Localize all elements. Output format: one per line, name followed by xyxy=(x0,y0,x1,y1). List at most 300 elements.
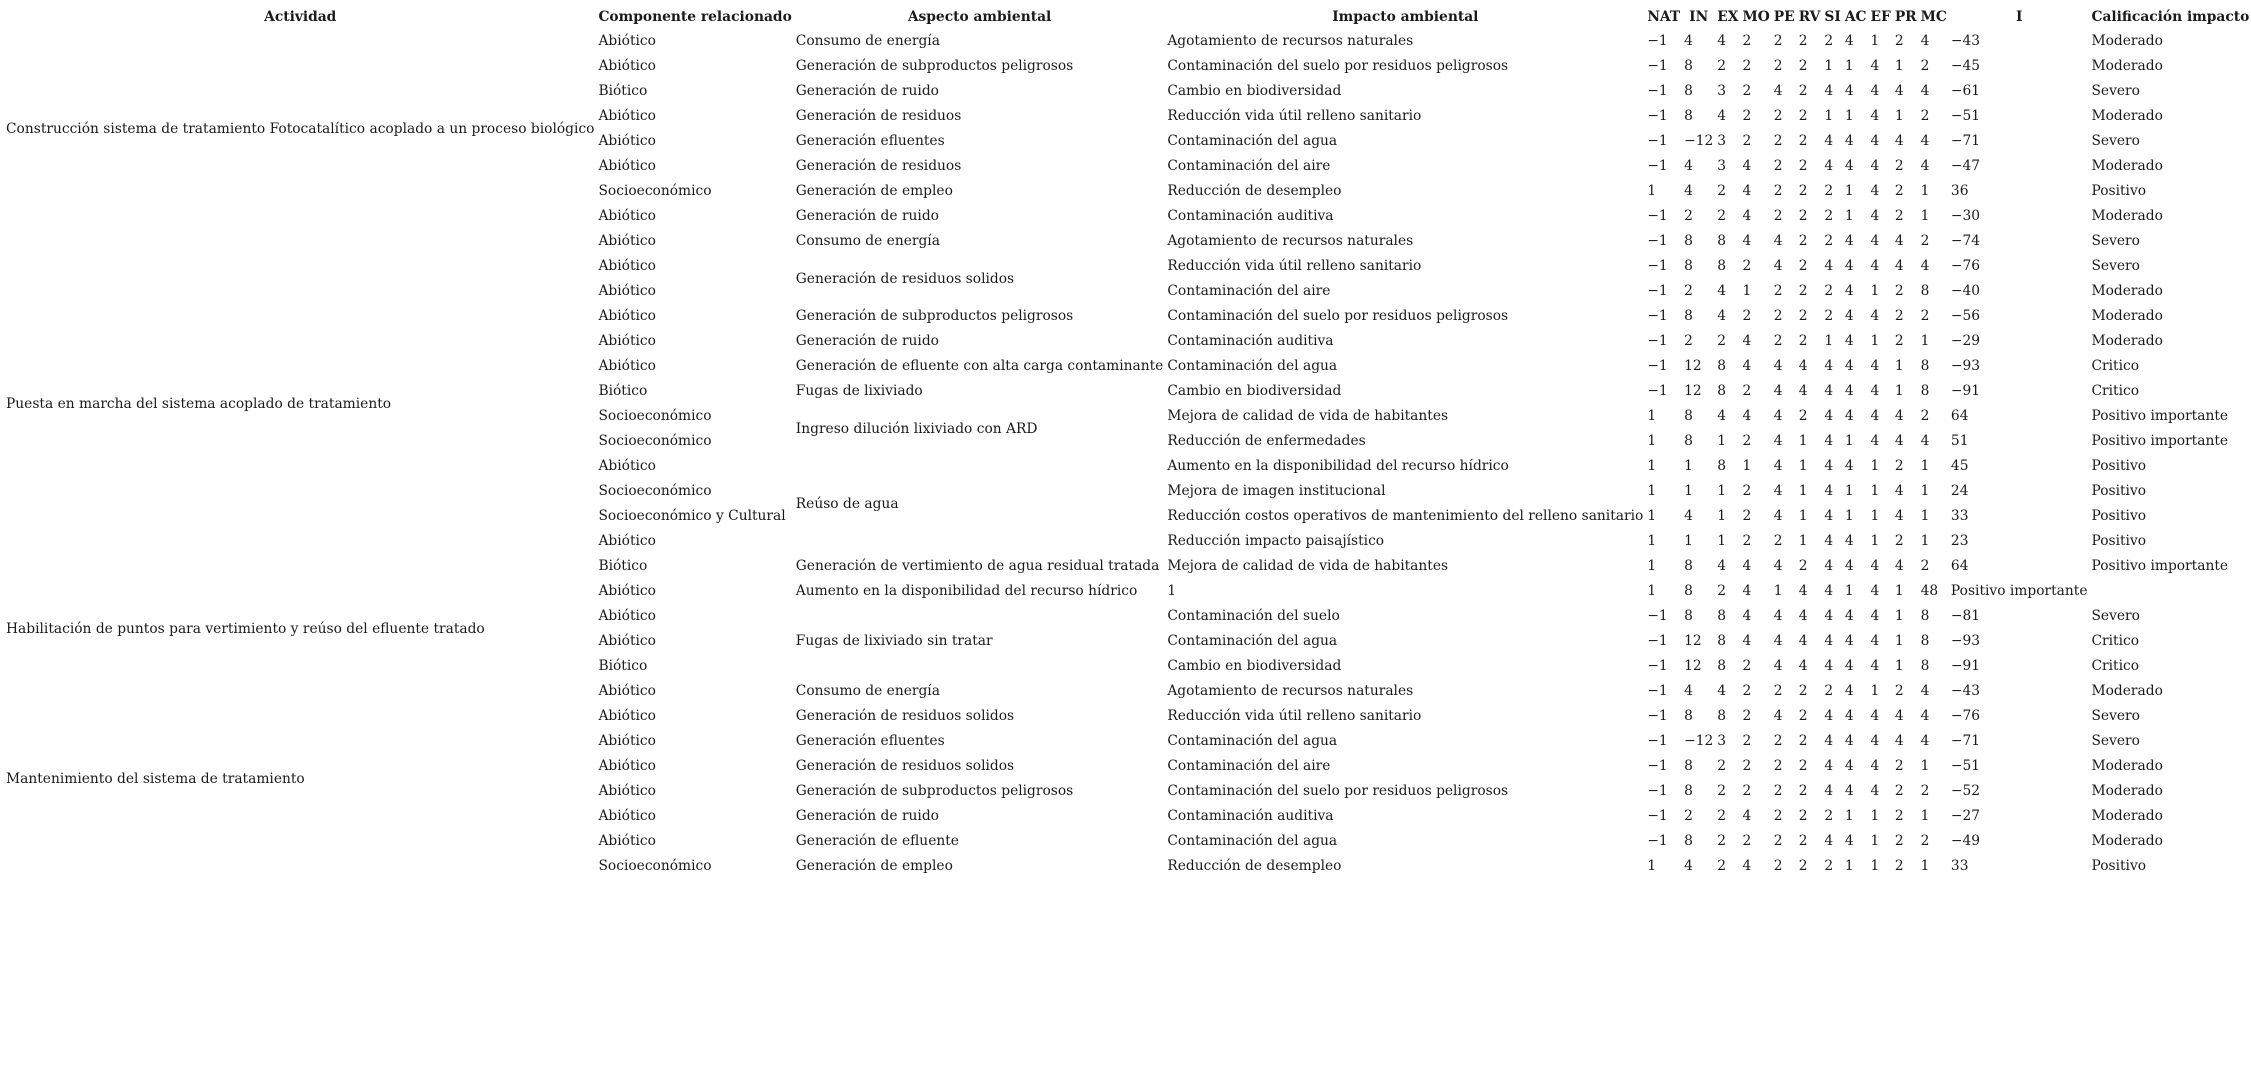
score-cell: −1 xyxy=(1647,158,1668,174)
rating-cell: Positivo xyxy=(2091,183,2147,199)
impact-cell: Contaminación auditiva xyxy=(1167,808,1334,824)
importance-cell: Positivo importante xyxy=(1950,583,2088,599)
score-cell: −1 xyxy=(1647,258,1668,274)
score-cell: 2 xyxy=(1920,108,1930,124)
impact-cell: Contaminación del agua xyxy=(1167,733,1338,749)
rating-cell: Severo xyxy=(2091,708,2140,724)
score-cell: 8 xyxy=(1920,383,1930,399)
aspect-cell: Generación de efluente con alta carga contaminante xyxy=(795,358,1164,374)
component-cell: Abiótico xyxy=(598,58,656,74)
aspect-cell: Generación de vertimiento de agua residual tratada xyxy=(795,558,1160,574)
score-cell: −1 xyxy=(1647,283,1668,299)
score-cell: 12 xyxy=(1684,658,1702,674)
score-cell: 2 xyxy=(1773,158,1783,174)
score-cell: 4 xyxy=(1844,783,1854,799)
score-cell: 4 xyxy=(1824,708,1834,724)
score-cell: 4 xyxy=(1894,133,1904,149)
score-cell: 2 xyxy=(1920,783,1930,799)
score-cell: 1 xyxy=(1798,458,1808,474)
score-cell: 2 xyxy=(1894,458,1904,474)
rating-cell: Severo xyxy=(2091,233,2140,249)
score-cell: 1 xyxy=(1798,533,1808,549)
score-cell: 2 xyxy=(1773,58,1783,74)
aspect-cell: Generación de ruido xyxy=(795,808,939,824)
importance-cell: −43 xyxy=(1950,683,1981,699)
score-cell: 2 xyxy=(1742,108,1752,124)
score-cell: 1 xyxy=(1742,458,1752,474)
score-cell: 1 xyxy=(1870,808,1880,824)
score-cell: 8 xyxy=(1920,633,1930,649)
impact-cell: Reducción de desempleo xyxy=(1167,858,1342,874)
score-cell: 4 xyxy=(1894,408,1904,424)
score-cell: 4 xyxy=(1844,33,1854,49)
score-cell: 1 xyxy=(1870,533,1880,549)
score-cell: 4 xyxy=(1870,658,1880,674)
score-cell: 4 xyxy=(1844,683,1854,699)
score-cell: 4 xyxy=(1870,233,1880,249)
score-cell: 4 xyxy=(1773,233,1783,249)
score-cell: 2 xyxy=(1742,33,1752,49)
score-cell: 4 xyxy=(1824,483,1834,499)
score-cell: −1 xyxy=(1647,608,1668,624)
impact-cell: Contaminación del agua xyxy=(1167,133,1338,149)
score-cell: 2 xyxy=(1773,833,1783,849)
score-cell: 2 xyxy=(1920,308,1930,324)
score-cell: 1 xyxy=(1824,333,1834,349)
table-row xyxy=(4,579,2251,604)
score-cell: 4 xyxy=(1870,258,1880,274)
score-cell: 4 xyxy=(1844,333,1854,349)
score-cell: 1 xyxy=(1894,58,1904,74)
importance-cell: −71 xyxy=(1950,133,1981,149)
rating-cell: Severo xyxy=(2091,733,2140,749)
score-cell: −1 xyxy=(1647,783,1668,799)
score-cell: −1 xyxy=(1647,833,1668,849)
score-cell: 2 xyxy=(1773,283,1783,299)
score-cell: 2 xyxy=(1894,683,1904,699)
score-cell: 4 xyxy=(1844,608,1854,624)
score-cell: 4 xyxy=(1844,133,1854,149)
score-cell: 4 xyxy=(1844,558,1854,574)
component-cell: Abiótico xyxy=(598,733,656,749)
impact-cell: Contaminación del agua xyxy=(1167,833,1338,849)
score-cell: −1 xyxy=(1647,383,1668,399)
score-cell: −1 xyxy=(1647,733,1668,749)
component-cell: Biótico xyxy=(598,558,648,574)
score-cell: 2 xyxy=(1824,208,1834,224)
score-cell: 4 xyxy=(1742,233,1752,249)
score-cell: 2 xyxy=(1684,208,1693,224)
score-cell: 4 xyxy=(1870,633,1880,649)
score-cell: 4 xyxy=(1824,733,1834,749)
score-cell: 1 xyxy=(1647,408,1657,424)
score-cell: 4 xyxy=(1773,608,1783,624)
score-cell: 1 xyxy=(1870,458,1880,474)
score-cell: 1 xyxy=(1870,683,1880,699)
score-cell: 4 xyxy=(1798,383,1808,399)
score-cell: 2 xyxy=(1798,258,1808,274)
score-cell: 1 xyxy=(1798,483,1808,499)
impact-cell: Agotamiento de recursos naturales xyxy=(1167,33,1414,49)
score-cell: 2 xyxy=(1798,333,1808,349)
importance-cell: 64 xyxy=(1950,408,1969,424)
score-cell: 2 xyxy=(1894,283,1904,299)
rating-cell: Moderado xyxy=(2091,158,2163,174)
score-cell: 4 xyxy=(1920,258,1930,274)
score-cell: 1 xyxy=(1684,483,1693,499)
score-cell: 2 xyxy=(1798,283,1808,299)
score-cell: 4 xyxy=(1844,458,1854,474)
importance-cell: −93 xyxy=(1950,633,1981,649)
aspect-cell: Generación efluentes xyxy=(795,733,945,749)
impact-cell: Aumento en la disponibilidad del recurso hídrico xyxy=(1167,458,1509,474)
score-cell: 4 xyxy=(1824,533,1834,549)
component-cell: Socioeconómico xyxy=(598,408,712,424)
column-header: EF xyxy=(1870,9,1891,25)
importance-cell: 33 xyxy=(1950,508,1969,524)
aspect-cell: Generación de subproductos peligrosos xyxy=(795,783,1074,799)
score-cell: 2 xyxy=(1773,308,1783,324)
score-cell: 4 xyxy=(1717,283,1727,299)
score-cell: 2 xyxy=(1894,33,1904,49)
score-cell: 1 xyxy=(1844,208,1854,224)
score-cell: 2 xyxy=(1717,783,1727,799)
score-cell: 2 xyxy=(1920,58,1930,74)
score-cell: 2 xyxy=(1798,308,1808,324)
score-cell: 2 xyxy=(1894,533,1904,549)
score-cell: 2 xyxy=(1798,33,1808,49)
score-cell: 4 xyxy=(1798,358,1808,374)
score-cell: 4 xyxy=(1742,633,1752,649)
component-cell: Biótico xyxy=(598,658,648,674)
score-cell: 4 xyxy=(1824,133,1834,149)
score-cell: −1 xyxy=(1647,808,1668,824)
score-cell: 4 xyxy=(1920,683,1930,699)
impact-cell: Agotamiento de recursos naturales xyxy=(1167,233,1414,249)
score-cell: 1 xyxy=(1894,583,1904,599)
component-cell: Abiótico xyxy=(598,633,656,649)
activity-cell: Mantenimiento del sistema de tratamiento xyxy=(6,770,305,787)
impact-cell: Cambio en biodiversidad xyxy=(1167,658,1342,674)
score-cell: 4 xyxy=(1773,508,1783,524)
score-cell: 1 xyxy=(1647,583,1657,599)
score-cell: 4 xyxy=(1742,858,1752,874)
component-cell: Abiótico xyxy=(598,133,656,149)
score-cell: 3 xyxy=(1717,733,1727,749)
score-cell: 8 xyxy=(1717,258,1727,274)
score-cell: −1 xyxy=(1647,358,1668,374)
score-cell: 4 xyxy=(1824,158,1834,174)
score-cell: 8 xyxy=(1684,408,1693,424)
table-row xyxy=(4,29,2251,54)
component-cell: Socioeconómico xyxy=(598,183,712,199)
score-cell: 8 xyxy=(1684,308,1693,324)
rating-cell: Severo xyxy=(2091,258,2140,274)
component-cell: Biótico xyxy=(598,383,648,399)
aspect-cell: Consumo de energía xyxy=(795,33,940,49)
score-cell: 4 xyxy=(1894,558,1904,574)
score-cell: 2 xyxy=(1894,183,1904,199)
score-cell: 4 xyxy=(1870,408,1880,424)
score-cell: −1 xyxy=(1647,708,1668,724)
score-cell: 2 xyxy=(1742,483,1752,499)
importance-cell: 51 xyxy=(1950,433,1969,449)
importance-cell: −45 xyxy=(1950,58,1981,74)
score-cell: 4 xyxy=(1773,408,1783,424)
score-cell: 4 xyxy=(1894,258,1904,274)
score-cell: 8 xyxy=(1717,708,1727,724)
score-cell: 2 xyxy=(1798,708,1808,724)
score-cell: 2 xyxy=(1717,758,1727,774)
score-cell: 4 xyxy=(1717,308,1727,324)
score-cell: 4 xyxy=(1717,108,1727,124)
score-cell: 8 xyxy=(1717,233,1727,249)
score-cell: 1 xyxy=(1920,808,1930,824)
score-cell: 2 xyxy=(1717,858,1727,874)
aspect-cell: Generación de residuos solidos xyxy=(795,758,1015,774)
score-cell: 2 xyxy=(1684,333,1693,349)
score-cell: 2 xyxy=(1798,58,1808,74)
score-cell: 1 xyxy=(1894,358,1904,374)
score-cell: 1 xyxy=(1894,633,1904,649)
score-cell: 1 xyxy=(1647,533,1657,549)
score-cell: 4 xyxy=(1824,758,1834,774)
score-cell: 2 xyxy=(1894,158,1904,174)
impact-cell: Contaminación del aire xyxy=(1167,283,1331,299)
score-cell: 2 xyxy=(1798,408,1808,424)
score-cell: 1 xyxy=(1742,283,1752,299)
aspect-cell: Ingreso dilución lixiviado con ARD xyxy=(795,420,1038,437)
component-cell: Biótico xyxy=(598,83,648,99)
score-cell: 4 xyxy=(1844,83,1854,99)
score-cell: 4 xyxy=(1870,733,1880,749)
score-cell: 4 xyxy=(1742,183,1752,199)
importance-cell: −40 xyxy=(1950,283,1981,299)
score-cell: 2 xyxy=(1717,58,1727,74)
score-cell: 8 xyxy=(1920,608,1930,624)
impact-cell: Cambio en biodiversidad xyxy=(1167,383,1342,399)
score-cell: 1 xyxy=(1870,283,1880,299)
score-cell: 2 xyxy=(1798,808,1808,824)
component-cell: Abiótico xyxy=(598,708,656,724)
score-cell: 1 xyxy=(1894,383,1904,399)
score-cell: 2 xyxy=(1920,408,1930,424)
score-cell: 1 xyxy=(1894,658,1904,674)
score-cell: 1 xyxy=(1920,508,1930,524)
rating-cell: Positivo xyxy=(2091,458,2147,474)
score-cell: 1 xyxy=(1844,508,1854,524)
score-cell: 8 xyxy=(1717,658,1727,674)
score-cell: 4 xyxy=(1773,83,1783,99)
score-cell: 4 xyxy=(1870,433,1880,449)
aspect-cell: Generación de efluente xyxy=(795,833,959,849)
score-cell: 2 xyxy=(1773,133,1783,149)
importance-cell: −76 xyxy=(1950,708,1981,724)
score-cell: 1 xyxy=(1844,108,1854,124)
score-cell: 2 xyxy=(1773,33,1783,49)
impact-cell: Reducción costos operativos de mantenimiento del relleno sanitario xyxy=(1167,508,1644,524)
component-cell: Abiótico xyxy=(598,258,656,274)
score-cell: 12 xyxy=(1684,383,1702,399)
importance-cell: −49 xyxy=(1950,833,1981,849)
score-cell: 2 xyxy=(1742,133,1752,149)
score-cell: 2 xyxy=(1717,583,1727,599)
aspect-cell: Generación de empleo xyxy=(795,858,953,874)
score-cell: −1 xyxy=(1647,308,1668,324)
rating-cell: Positivo xyxy=(2091,508,2147,524)
score-cell: 1 xyxy=(1870,33,1880,49)
score-cell: 1 xyxy=(1647,558,1657,574)
rating-cell: Critico xyxy=(2091,383,2140,399)
column-header: AC xyxy=(1844,9,1867,25)
score-cell: 4 xyxy=(1742,583,1752,599)
score-cell: 2 xyxy=(1798,858,1808,874)
aspect-cell: Generación de subproductos peligrosos xyxy=(795,308,1074,324)
score-cell: 2 xyxy=(1742,833,1752,849)
score-cell: 48 xyxy=(1920,583,1939,599)
score-cell: 1 xyxy=(1647,858,1657,874)
score-cell: −1 xyxy=(1647,33,1668,49)
score-cell: 4 xyxy=(1824,83,1834,99)
score-cell: 4 xyxy=(1870,58,1880,74)
aspect-cell: Generación de residuos xyxy=(795,158,962,174)
score-cell: 4 xyxy=(1844,383,1854,399)
column-header: SI xyxy=(1824,9,1841,25)
score-cell: 4 xyxy=(1773,433,1783,449)
score-cell: 4 xyxy=(1824,358,1834,374)
score-cell: 8 xyxy=(1920,283,1930,299)
aspect-cell: Generación de empleo xyxy=(795,183,953,199)
score-cell: 1 xyxy=(1844,483,1854,499)
score-cell: 4 xyxy=(1920,133,1930,149)
score-cell: 2 xyxy=(1717,183,1727,199)
score-cell: 2 xyxy=(1742,683,1752,699)
score-cell: 8 xyxy=(1684,108,1693,124)
impact-cell: Reducción impacto paisajístico xyxy=(1167,533,1385,549)
score-cell: 2 xyxy=(1824,308,1834,324)
score-cell: 4 xyxy=(1894,733,1904,749)
score-cell: 12 xyxy=(1684,633,1702,649)
rating-cell: Moderado xyxy=(2091,108,2163,124)
score-cell: 3 xyxy=(1717,133,1727,149)
component-cell: Abiótico xyxy=(598,283,656,299)
component-cell: Socioeconómico y Cultural xyxy=(598,508,786,524)
score-cell: −1 xyxy=(1647,658,1668,674)
score-cell: 1 xyxy=(1773,583,1783,599)
column-header: EX xyxy=(1717,9,1739,25)
rating-cell: Positivo importante xyxy=(2091,408,2229,424)
importance-cell: −91 xyxy=(1950,383,1981,399)
score-cell: 2 xyxy=(1798,733,1808,749)
score-cell: 2 xyxy=(1742,783,1752,799)
score-cell: 2 xyxy=(1717,808,1727,824)
component-cell: Abiótico xyxy=(598,108,656,124)
score-cell: 8 xyxy=(1684,708,1693,724)
score-cell: 2 xyxy=(1824,33,1834,49)
rating-cell: Moderado xyxy=(2091,58,2163,74)
table-body xyxy=(4,29,2251,879)
component-cell: Abiótico xyxy=(598,583,656,599)
column-header: MC xyxy=(1920,9,1947,25)
score-cell: 1 xyxy=(1717,483,1727,499)
score-cell: 4 xyxy=(1717,33,1727,49)
score-cell: 1 xyxy=(1920,333,1930,349)
score-cell: 4 xyxy=(1773,658,1783,674)
score-cell: 8 xyxy=(1684,758,1693,774)
score-cell: 2 xyxy=(1798,558,1808,574)
score-cell: 1 xyxy=(1824,108,1834,124)
score-cell: 4 xyxy=(1870,208,1880,224)
rating-cell: Positivo xyxy=(2091,858,2147,874)
score-cell: 1 xyxy=(1647,183,1657,199)
score-cell: 1 xyxy=(1870,483,1880,499)
rating-cell: Moderado xyxy=(2091,683,2163,699)
score-cell: 4 xyxy=(1824,458,1834,474)
component-cell: Abiótico xyxy=(598,808,656,824)
score-cell: 1 xyxy=(1684,533,1693,549)
score-cell: 2 xyxy=(1773,183,1783,199)
score-cell: 2 xyxy=(1717,208,1727,224)
score-cell: 4 xyxy=(1824,508,1834,524)
score-cell: 2 xyxy=(1773,533,1783,549)
score-cell: 4 xyxy=(1742,158,1752,174)
component-cell: Socioeconómico xyxy=(598,858,712,874)
rating-cell: Critico xyxy=(2091,358,2140,374)
score-cell: 1 xyxy=(1920,208,1930,224)
score-cell: 4 xyxy=(1894,508,1904,524)
score-cell: 1 xyxy=(1920,183,1930,199)
score-cell: 2 xyxy=(1773,683,1783,699)
score-cell: 2 xyxy=(1742,658,1752,674)
score-cell: 1 xyxy=(1647,483,1657,499)
score-cell: −1 xyxy=(1647,758,1668,774)
score-cell: 4 xyxy=(1870,183,1880,199)
column-header: Actividad xyxy=(264,9,337,25)
importance-cell: −93 xyxy=(1950,358,1981,374)
score-cell: 2 xyxy=(1773,733,1783,749)
score-cell: 2 xyxy=(1824,283,1834,299)
impact-cell: Agotamiento de recursos naturales xyxy=(1167,683,1414,699)
rating-cell: Positivo xyxy=(2091,483,2147,499)
score-cell: 4 xyxy=(1742,333,1752,349)
score-cell: 4 xyxy=(1920,158,1930,174)
score-cell: 2 xyxy=(1798,183,1808,199)
score-cell: 4 xyxy=(1684,508,1693,524)
score-cell: 4 xyxy=(1844,733,1854,749)
score-cell: 2 xyxy=(1684,808,1693,824)
score-cell: 3 xyxy=(1717,158,1727,174)
impact-cell: Contaminación del agua xyxy=(1167,633,1338,649)
score-cell: 2 xyxy=(1773,333,1783,349)
component-cell: Abiótico xyxy=(598,533,656,549)
score-cell: 2 xyxy=(1824,683,1834,699)
rating-cell: Severo xyxy=(2091,608,2140,624)
column-header: MO xyxy=(1742,9,1770,25)
score-cell: 2 xyxy=(1894,308,1904,324)
score-cell: 1 xyxy=(1844,583,1854,599)
component-cell: Abiótico xyxy=(598,458,656,474)
score-cell: 2 xyxy=(1773,758,1783,774)
score-cell: 4 xyxy=(1684,33,1693,49)
score-cell: 1 xyxy=(1717,433,1727,449)
aspect-cell: Generación de residuos solidos xyxy=(795,708,1015,724)
score-cell: 4 xyxy=(1920,433,1930,449)
score-cell: 4 xyxy=(1870,583,1880,599)
rating-cell: Severo xyxy=(2091,133,2140,149)
component-cell: Abiótico xyxy=(598,833,656,849)
score-cell: 2 xyxy=(1824,183,1834,199)
score-cell: 1 xyxy=(1798,433,1808,449)
